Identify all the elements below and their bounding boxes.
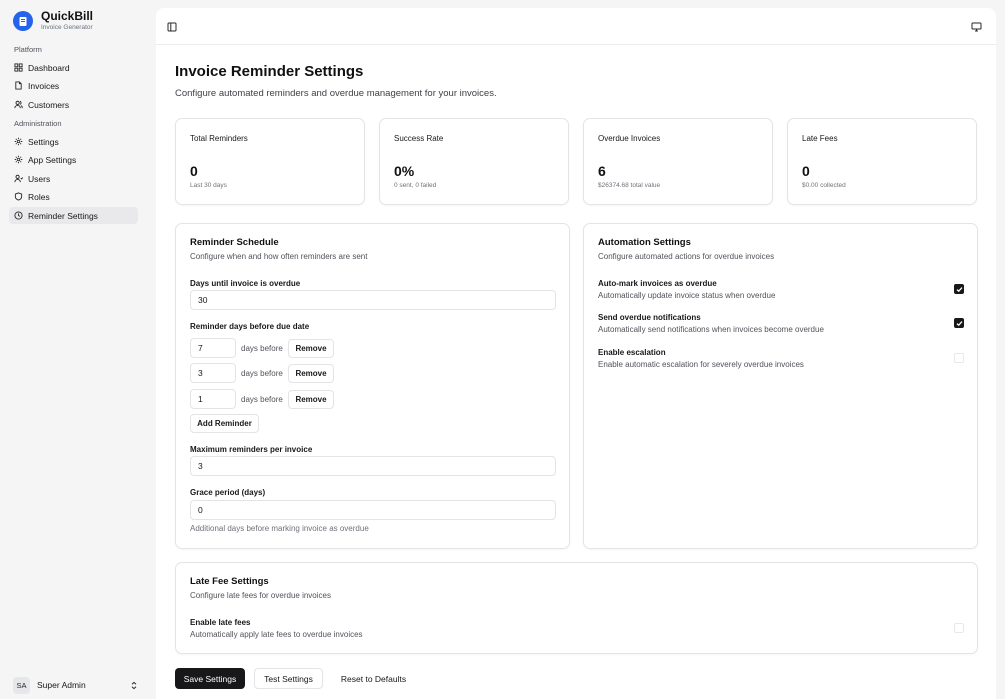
page-title: Invoice Reminder Settings bbox=[175, 63, 364, 80]
late-fee-settings-card bbox=[175, 562, 978, 654]
card-title: Late Fee Settings bbox=[190, 576, 269, 587]
brand-name: QuickBill bbox=[41, 9, 94, 23]
remove-reminder-button[interactable]: Remove bbox=[288, 390, 334, 409]
shield-icon bbox=[14, 192, 23, 201]
grace-period-input[interactable]: 0 bbox=[190, 500, 556, 520]
sidebar-item-dashboard[interactable] bbox=[9, 59, 138, 76]
send-notifications-checkbox[interactable] bbox=[954, 318, 964, 328]
reminder-days-label: Reminder days before due date bbox=[190, 322, 310, 331]
stat-subtext: Last 30 days bbox=[190, 182, 227, 189]
section-label-platform: Platform bbox=[14, 45, 42, 54]
brand[interactable] bbox=[13, 10, 93, 32]
stat-value: 6 bbox=[598, 163, 606, 179]
enable-escalation-title: Enable escalation bbox=[598, 348, 666, 357]
monitor-icon[interactable] bbox=[969, 20, 983, 34]
remove-reminder-button[interactable]: Remove bbox=[288, 364, 334, 383]
grace-period-hint: Additional days before marking invoice as overdue bbox=[190, 524, 369, 533]
main-panel bbox=[156, 8, 996, 699]
sidebar-item-app-settings[interactable] bbox=[9, 151, 138, 168]
reminder-days-input[interactable]: 3 bbox=[190, 363, 236, 383]
clock-icon bbox=[14, 211, 23, 220]
stat-subtext: $26374.68 total value bbox=[598, 182, 661, 189]
gear-icon bbox=[14, 137, 23, 146]
check-icon bbox=[956, 286, 963, 293]
max-reminders-label: Maximum reminders per invoice bbox=[190, 445, 313, 454]
sidebar-item-settings[interactable] bbox=[9, 133, 138, 150]
sidebar-item-label: Roles bbox=[28, 191, 50, 202]
add-reminder-button[interactable]: Add Reminder bbox=[190, 414, 259, 433]
users-icon bbox=[14, 100, 23, 109]
topbar bbox=[156, 8, 996, 45]
sidebar-item-users[interactable] bbox=[9, 170, 138, 187]
card-description: Configure late fees for overdue invoices bbox=[190, 591, 331, 600]
send-notifications-title: Send overdue notifications bbox=[598, 313, 701, 322]
send-notifications-desc: Automatically send notifications when invoices become overdue bbox=[598, 325, 824, 334]
sidebar-item-customers[interactable] bbox=[9, 96, 138, 113]
sidebar-item-label: Reminder Settings bbox=[28, 210, 98, 221]
days-overdue-label: Days until invoice is overdue bbox=[190, 279, 301, 288]
gear-icon bbox=[14, 155, 23, 164]
card-description: Configure when and how often reminders are sent bbox=[190, 252, 368, 261]
test-settings-button[interactable]: Test Settings bbox=[254, 668, 323, 689]
avatar: SA bbox=[13, 677, 30, 694]
logo-icon bbox=[13, 11, 33, 31]
sidebar-item-label: Customers bbox=[28, 99, 70, 110]
enable-late-fees-checkbox[interactable] bbox=[954, 623, 964, 633]
reminder-days-input[interactable]: 7 bbox=[190, 338, 236, 358]
card-description: Configure automated actions for overdue invoices bbox=[598, 252, 775, 261]
sidebar-item-label: Dashboard bbox=[28, 62, 70, 73]
user-menu[interactable] bbox=[13, 676, 138, 694]
stat-value: 0% bbox=[394, 163, 415, 179]
auto-mark-overdue-desc: Automatically update invoice status when overdue bbox=[598, 291, 776, 300]
stat-card-success-rate bbox=[379, 118, 569, 205]
stat-title: Overdue Invoices bbox=[598, 134, 661, 143]
days-before-label: days before bbox=[241, 344, 283, 353]
days-before-label: days before bbox=[241, 369, 283, 378]
sidebar-item-label: Invoices bbox=[28, 80, 60, 91]
check-icon bbox=[956, 320, 963, 327]
sidebar-item-label: Settings bbox=[28, 136, 59, 147]
grace-period-label: Grace period (days) bbox=[190, 488, 266, 497]
days-overdue-input[interactable]: 30 bbox=[190, 290, 556, 310]
stat-subtext: $0.00 collected bbox=[802, 182, 846, 189]
sidebar-item-label: Users bbox=[28, 173, 51, 184]
stat-value: 0 bbox=[802, 163, 810, 179]
auto-mark-overdue-title: Auto-mark invoices as overdue bbox=[598, 279, 717, 288]
enable-escalation-desc: Enable automatic escalation for severely overdue invoices bbox=[598, 360, 804, 369]
stat-title: Success Rate bbox=[394, 134, 444, 143]
sidebar-toggle-icon[interactable] bbox=[165, 20, 179, 34]
chevron-up-down-icon bbox=[130, 681, 138, 690]
stat-title: Total Reminders bbox=[190, 134, 248, 143]
stat-card-late-fees bbox=[787, 118, 977, 205]
stat-title: Late Fees bbox=[802, 134, 838, 143]
sidebar-item-roles[interactable] bbox=[9, 188, 138, 205]
sidebar-item-label: App Settings bbox=[28, 154, 77, 165]
card-title: Reminder Schedule bbox=[190, 237, 279, 248]
remove-reminder-button[interactable]: Remove bbox=[288, 339, 334, 358]
sidebar-item-reminder-settings[interactable] bbox=[9, 207, 138, 224]
file-icon bbox=[14, 81, 23, 90]
user-name: Super Admin bbox=[37, 680, 86, 690]
enable-escalation-checkbox[interactable] bbox=[954, 353, 964, 363]
section-label-administration: Administration bbox=[14, 119, 62, 128]
brand-subtitle: Invoice Generator bbox=[41, 24, 93, 31]
max-reminders-input[interactable]: 3 bbox=[190, 456, 556, 476]
sidebar bbox=[0, 0, 155, 699]
stat-card-overdue-invoices bbox=[583, 118, 773, 205]
user-icon bbox=[14, 174, 23, 183]
save-settings-button[interactable]: Save Settings bbox=[175, 668, 245, 689]
enable-late-fees-desc: Automatically apply late fees to overdue invoices bbox=[190, 630, 363, 639]
stat-subtext: 0 sent, 0 failed bbox=[394, 182, 437, 189]
reset-defaults-button[interactable]: Reset to Defaults bbox=[340, 673, 407, 684]
days-before-label: days before bbox=[241, 395, 283, 404]
card-title: Automation Settings bbox=[598, 237, 691, 248]
automation-settings-card bbox=[583, 223, 978, 549]
reminder-days-input[interactable]: 1 bbox=[190, 389, 236, 409]
stat-value: 0 bbox=[190, 163, 198, 179]
grid-icon bbox=[14, 63, 23, 72]
enable-late-fees-title: Enable late fees bbox=[190, 618, 251, 627]
stat-card-total-reminders bbox=[175, 118, 365, 205]
sidebar-item-invoices[interactable] bbox=[9, 77, 138, 94]
auto-mark-overdue-checkbox[interactable] bbox=[954, 284, 964, 294]
reminder-schedule-card bbox=[175, 223, 570, 549]
page-description: Configure automated reminders and overdue management for your invoices. bbox=[175, 88, 497, 99]
